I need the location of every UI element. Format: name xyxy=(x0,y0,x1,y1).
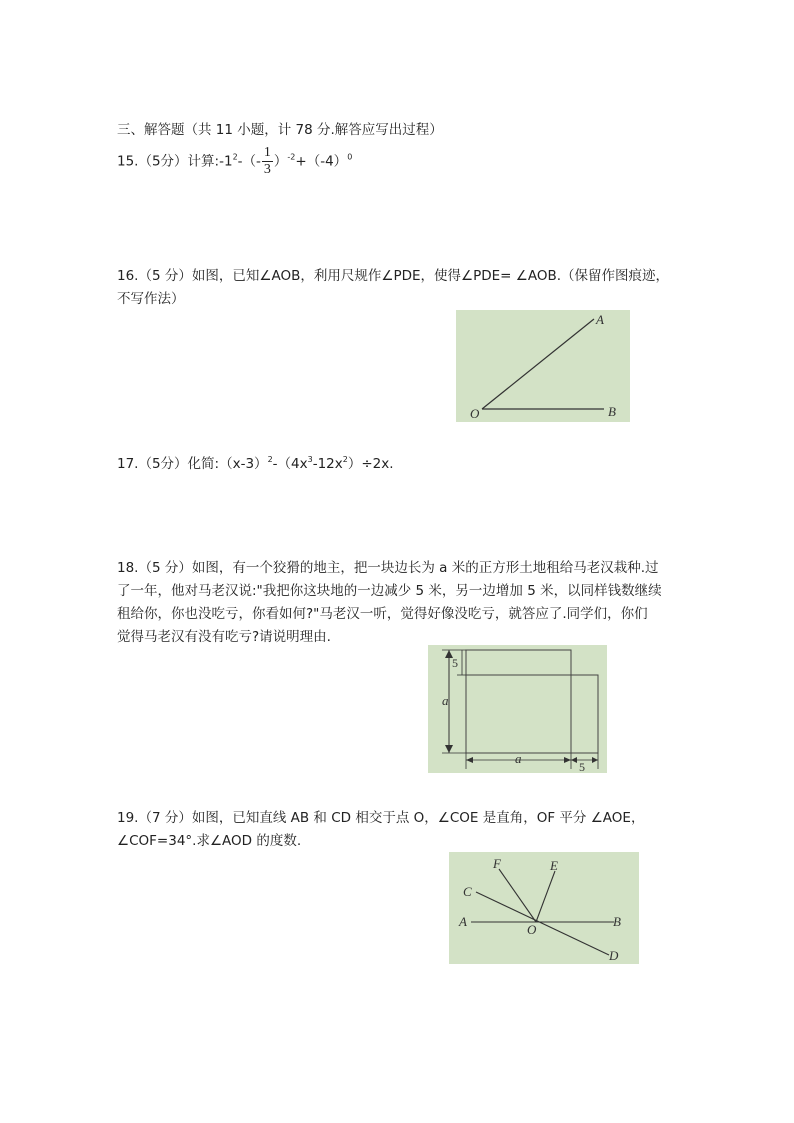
fig16-label-o: O xyxy=(470,406,480,421)
q15-after-frac: ） xyxy=(273,153,288,170)
fig18-label-a-left: a xyxy=(442,693,449,708)
q17-tail: ）÷2x. xyxy=(347,456,394,472)
q17-exp-three: 3 xyxy=(307,455,313,464)
question-16-line1: 16.（5 分）如图，已知∠AOB，利用尺规作∠PDE，使得∠PDE= ∠AOB.（保留作图痕迹， xyxy=(117,268,670,284)
fig16-label-b: B xyxy=(608,404,616,419)
figure-intersecting-lines xyxy=(449,852,639,964)
fig16-label-a: A xyxy=(596,312,604,327)
q17-exp-two: 2 xyxy=(267,455,273,464)
figure-land-rectangles xyxy=(428,645,607,773)
question-19-line2: ∠COF=34°.求∠AOD 的度数. xyxy=(117,833,302,849)
q15-exp-zero: 0 xyxy=(347,152,353,162)
q15-prefix: 15.（5分）计算:-1 xyxy=(117,153,233,170)
q15-frac-num: 1 xyxy=(263,145,271,160)
question-17 xyxy=(117,452,394,472)
question-18-line2: 了一年，他对马老汉说:"我把你这块地的一边减少 5 米，另一边增加 5 米，以同样钱数继续 xyxy=(117,583,662,599)
q15-exp-two: 2 xyxy=(232,152,238,162)
q15-tail: +（-4） xyxy=(295,153,348,170)
q17-mid2: -12x xyxy=(312,456,343,472)
q17-prefix: 17.（5分）化简:（x-3） xyxy=(117,456,268,472)
q15-exp-neg2: -2 xyxy=(287,152,296,162)
fig19-label-a: A xyxy=(459,914,467,929)
question-18-line1: 18.（5 分）如图，有一个狡猾的地主，把一块边长为 a 米的正方形土地租给马老汉栽种.过 xyxy=(117,560,659,576)
section-heading: 三、解答题（共 11 小题，计 78 分.解答应写出过程） xyxy=(117,122,443,138)
q17-mid: -（4x xyxy=(272,456,308,472)
question-16-line2: 不写作法） xyxy=(117,291,185,307)
fig19-label-d: D xyxy=(609,948,619,963)
fig18-label-five-top: 5 xyxy=(452,656,458,670)
q17-exp-two-b: 2 xyxy=(342,455,348,464)
fig19-label-e: E xyxy=(550,858,558,873)
q15-fraction xyxy=(262,146,273,177)
fig19-label-f: F xyxy=(493,856,501,871)
fig19-label-c: C xyxy=(463,884,472,899)
question-15 xyxy=(117,146,352,177)
question-18-line3: 租给你，你也没吃亏，你看如何?"马老汉一听，觉得好像没吃亏，就答应了.同学们，你们 xyxy=(117,606,648,622)
fig18-label-five-bottom: 5 xyxy=(579,760,585,773)
fig19-label-b: B xyxy=(613,914,621,929)
fig19-label-o: O xyxy=(527,922,537,937)
figure-angle-aob xyxy=(456,310,630,422)
fig18-label-a-bottom: a xyxy=(515,751,522,766)
q15-after-sq: -（- xyxy=(237,153,261,170)
q15-frac-den: 3 xyxy=(263,162,271,177)
question-18-line4: 觉得马老汉有没有吃亏?请说明理由. xyxy=(117,629,331,645)
question-19-line1: 19.（7 分）如图，已知直线 AB 和 CD 相交于点 O，∠COE 是直角，OF 平分 ∠AOE， xyxy=(117,810,645,826)
